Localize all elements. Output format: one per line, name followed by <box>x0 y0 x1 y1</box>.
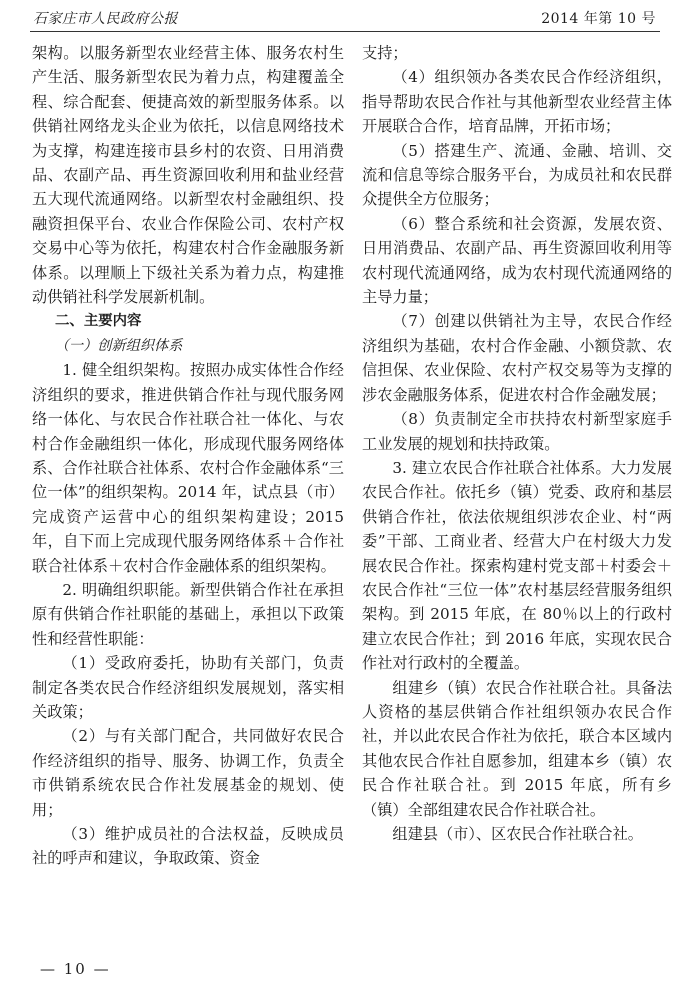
paragraph: 组建县（市）、区农民合作社联合社。 <box>392 825 643 843</box>
paragraph: （5）搭建生产、流通、金融、培训、交流和信息等综合服务平台，为成员社和农民群众提供全方位服务； <box>362 141 672 209</box>
paragraph: （1）受政府委托，协助有关部门，负责制定各类农民合作经济组织发展规划，落实相关政策； <box>32 654 344 721</box>
paragraph: 2. 明确组织职能。新型供销合作社在承担原有供销合作社职能的基础上，承担以下政策性和经营性职能： <box>32 580 344 648</box>
section-heading: 二、主要内容 <box>55 313 142 330</box>
paragraph: 组建乡（镇）农民合作社联合社。具备法人资格的基层供销合作社组织领办农民合作社，并以此农民合作社为依托，联合本区域内其他农民合作社自愿参加，组建本乡（镇）农民合作社联合社。到 2015 年底，所有乡（镇）全部组建农民合作社联合社。 <box>362 678 672 819</box>
paragraph: （3）维护成员社的合法权益，反映成员社的呼声和建议，争取政策、资金 <box>32 825 344 868</box>
paragraph: （8）负责制定全市扶持农村新型家庭手工业发展的规划和扶持政策。 <box>362 410 672 453</box>
paragraph: （7）创建以供销社为主导，农民合作经济组织为基础，农村合作金融、小额贷款、农信担保、农业保险、农村产权交易等为支撑的涉农金融服务体系，促进农村合作金融发展； <box>362 312 672 404</box>
paragraph: 3. 建立农民合作社联合社体系。大力发展农民合作社。依托乡（镇）党委、政府和基层供销合作社，依法依规组织涉农企业、村“两委”干部、工商业者、经营大户在村级大力发展农民合作社。探索构建村党支部＋村委会＋农民合作社“三位一体”农村基层经营服务组织架构。到 2015 年底，在 80％以上的行政村建立农民合作社；到 2016 年底，实现农民合作社对行政村的全覆盖。 <box>362 458 672 673</box>
header-rule <box>30 31 660 32</box>
paragraph: 支持； <box>362 44 408 62</box>
header-publication-title: 石家庄市人民政府公报 <box>33 11 178 27</box>
subsection-heading: （一）创新组织体系 <box>54 337 183 354</box>
paragraph: （2）与有关部门配合，共同做好农民合作经济组织的指导、服务、协调工作，负责全市供销系统农民合作社发展基金的规划、使用； <box>32 727 344 819</box>
header-issue-number: 2014 年第 10 号 <box>541 11 656 27</box>
left-text-column <box>32 41 344 871</box>
paragraph: 架构。以服务新型农业经营主体、服务农村生产生活、服务新型农民为着力点，构建覆盖全程、综合配套、便捷高效的新型服务体系。以供销社网络龙头企业为依托，以信息网络技术为支撑，构建连接市县乡村的农资、日用消费品、农副产品、再生资源回收利用和盐业经营五大现代流通网络。以新型农村金融组织、投融资担保平台、农业合作保险公司、农村产权交易中心等为依托，构建农村合作金融服务新体系。以理顺上下级社关系为着力点，构建推动供销社科学发展新机制。 <box>32 44 344 307</box>
page-number: — 10 — <box>40 960 111 978</box>
paragraph: （4）组织领办各类农民合作经济组织，指导帮助农民合作社与其他新型农业经营主体开展联合合作，培育品牌，开拓市场； <box>362 68 672 136</box>
right-text-column <box>362 41 672 846</box>
paragraph: （6）整合系统和社会资源，发展农资、日用消费品、农副产品、再生资源回收利用等农村现代流通网络，成为农村现代流通网络的主导力量； <box>362 214 672 307</box>
paragraph: 1. 健全组织架构。按照办成实体性合作经济组织的要求，推进供销合作社与现代服务网络一体化、与农民合作社联合社一体化、与农村合作金融组织一体化，形成现代服务网络体系、合作社联合社体系、农村合作金融体系“三位一体”的组织架构。2014 年，试点县（市）完成资产运营中心的组织架构建设；2015 年，自下而上完成现代服务网络体系＋合作社联合社体系＋农村合作金融体系的组织架构。 <box>32 361 344 575</box>
